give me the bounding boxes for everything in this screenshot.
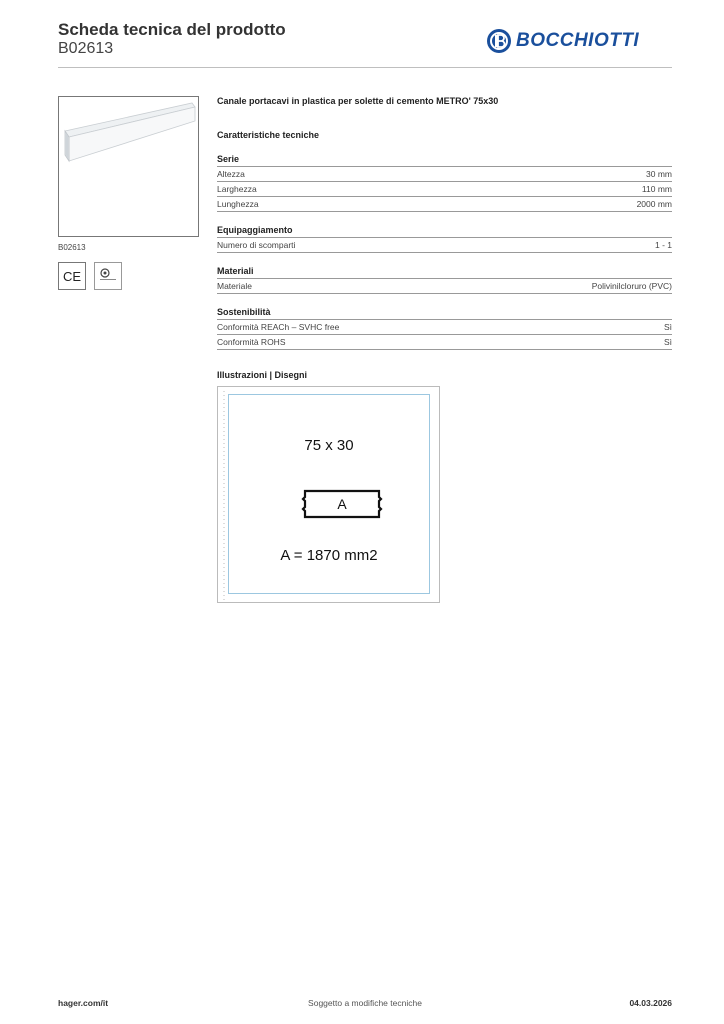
spec-label: Conformità REACh – SVHC free	[217, 322, 340, 332]
illustrations-title: Illustrazioni | Disegni	[217, 370, 308, 380]
technical-drawing	[217, 386, 440, 603]
image-caption: B02613	[58, 243, 86, 252]
spec-group-equipaggiamento	[217, 223, 672, 253]
spec-row	[217, 320, 672, 335]
footer-date: 04.03.2026	[629, 998, 672, 1008]
duct-section-letter: A	[337, 496, 347, 512]
group-title: Serie	[217, 152, 672, 167]
logo-wordmark: BOCCHIOTTI	[516, 30, 640, 51]
spec-label: Numero di scomparti	[217, 240, 296, 250]
spec-group-serie	[217, 152, 672, 212]
drawing-frame	[228, 394, 430, 594]
spec-value: 2000 mm	[636, 199, 672, 209]
brand-logo	[486, 28, 639, 54]
certification-mark-icon	[94, 262, 122, 290]
ce-mark-label: CE	[62, 269, 82, 284]
group-title: Equipaggiamento	[217, 223, 672, 238]
spec-row	[217, 167, 672, 182]
product-image	[58, 96, 199, 237]
spec-value: Sì	[663, 337, 672, 347]
drawing-size-label: 75 x 30	[304, 437, 354, 454]
bocchiotti-logo-icon	[486, 28, 512, 54]
spec-value: 110 mm	[641, 184, 672, 194]
group-title: Sostenibilità	[217, 305, 672, 320]
cable-duct-image-icon	[59, 97, 198, 236]
ce-mark-icon	[58, 262, 86, 290]
header-divider	[58, 67, 672, 68]
characteristics-title: Caratteristiche tecniche	[217, 130, 320, 140]
page-title: Scheda tecnica del prodotto	[58, 20, 286, 39]
product-code: B02613	[58, 40, 114, 57]
spec-label: Materiale	[217, 281, 252, 291]
group-title: Materiali	[217, 264, 672, 279]
spec-label: Lunghezza	[217, 199, 259, 209]
spec-value: Polivinilcloruro (PVC)	[591, 281, 672, 291]
spec-value: Sì	[663, 322, 672, 332]
spec-row	[217, 197, 672, 212]
duct-section	[301, 489, 383, 519]
footer-website: hager.com/it	[58, 998, 109, 1008]
spec-row	[217, 238, 672, 253]
spec-value: 30 mm	[646, 169, 672, 179]
spec-value: 1 - 1	[654, 240, 672, 250]
spec-label: Conformità ROHS	[217, 337, 286, 347]
specifications-panel	[217, 96, 672, 380]
spec-row	[217, 279, 672, 294]
spec-label: Altezza	[217, 169, 245, 179]
drawing-area-label: A = 1870 mm2	[280, 547, 378, 564]
spec-row	[217, 182, 672, 197]
spec-group-sostenibilita	[217, 305, 672, 350]
footer-note: Soggetto a modifiche tecniche	[308, 998, 422, 1008]
spec-group-materiali	[217, 264, 672, 294]
product-name: Canale portacavi in plastica per solette di cemento METRO' 75x30	[217, 96, 499, 106]
spec-label: Larghezza	[217, 184, 257, 194]
spec-row	[217, 335, 672, 350]
